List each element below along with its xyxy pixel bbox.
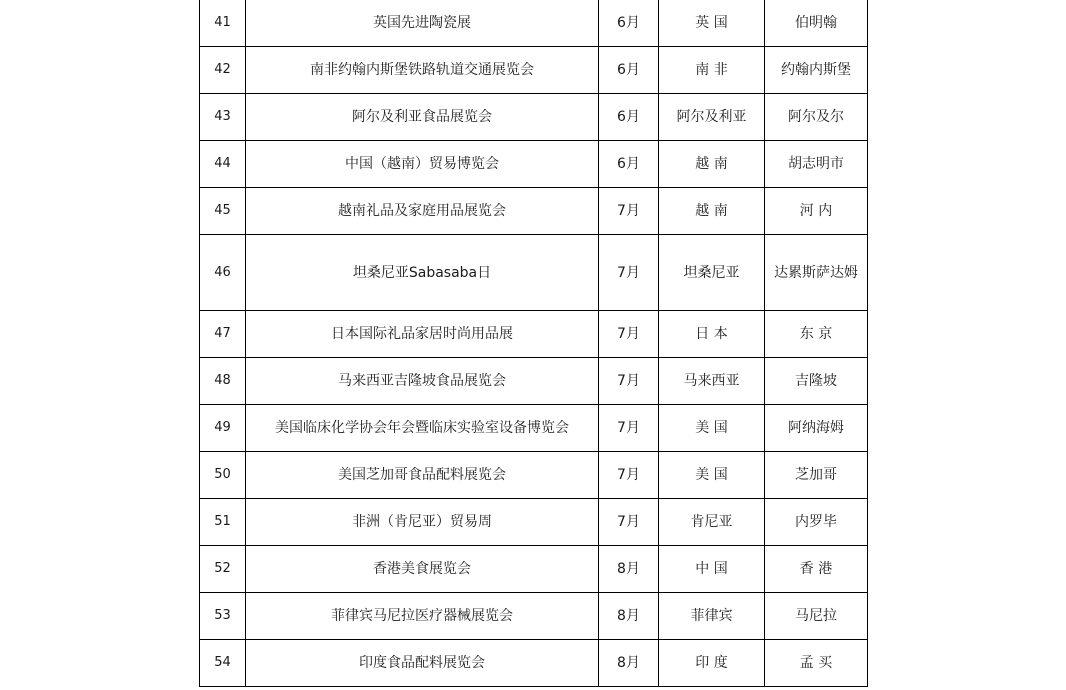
exhibition-month: 6月 [599,94,659,141]
exhibition-country: 阿尔及利亚 [659,94,765,141]
table-row [200,358,868,405]
exhibition-country: 越 南 [659,188,765,235]
exhibition-month: 6月 [599,141,659,188]
exhibition-name: 日本国际礼品家居时尚用品展 [246,311,599,358]
exhibition-name: 越南礼品及家庭用品展览会 [246,188,599,235]
exhibition-name: 美国芝加哥食品配料展览会 [246,452,599,499]
exhibition-month: 6月 [599,0,659,47]
exhibition-name: 香港美食展览会 [246,546,599,593]
exhibition-month: 7月 [599,235,659,311]
exhibition-city: 达累斯萨达姆 [765,235,868,311]
exhibition-country: 越 南 [659,141,765,188]
exhibition-city: 吉隆坡 [765,358,868,405]
exhibition-name: 美国临床化学协会年会暨临床实验室设备博览会 [246,405,599,452]
exhibition-name: 中国（越南）贸易博览会 [246,141,599,188]
exhibition-month: 8月 [599,640,659,687]
row-number: 52 [200,546,246,593]
exhibition-country: 美 国 [659,405,765,452]
exhibition-name: 印度食品配料展览会 [246,640,599,687]
exhibition-city: 阿尔及尔 [765,94,868,141]
exhibition-country: 中 国 [659,546,765,593]
exhibition-name: 菲律宾马尼拉医疗器械展览会 [246,593,599,640]
exhibition-month: 7月 [599,358,659,405]
row-number: 51 [200,499,246,546]
table-row [200,188,868,235]
table-row [200,141,868,188]
table-row [200,235,868,311]
exhibition-city: 约翰内斯堡 [765,47,868,94]
exhibition-city: 香 港 [765,546,868,593]
table-row [200,0,868,47]
exhibition-country: 日 本 [659,311,765,358]
exhibition-country: 肯尼亚 [659,499,765,546]
exhibition-schedule-table [199,0,868,687]
table-row [200,311,868,358]
table-row [200,405,868,452]
exhibition-name: 阿尔及利亚食品展览会 [246,94,599,141]
table-row [200,499,868,546]
exhibition-country: 印 度 [659,640,765,687]
exhibition-city: 内罗毕 [765,499,868,546]
exhibition-month: 8月 [599,546,659,593]
exhibition-month: 7月 [599,311,659,358]
exhibition-name: 坦桑尼亚Sabasaba日 [246,235,599,311]
exhibition-city: 阿纳海姆 [765,405,868,452]
row-number: 54 [200,640,246,687]
exhibition-month: 8月 [599,593,659,640]
table-row [200,546,868,593]
exhibition-country: 英 国 [659,0,765,47]
exhibition-month: 7月 [599,405,659,452]
exhibition-name: 马来西亚吉隆坡食品展览会 [246,358,599,405]
exhibition-city: 胡志明市 [765,141,868,188]
row-number: 49 [200,405,246,452]
row-number: 48 [200,358,246,405]
row-number: 46 [200,235,246,311]
row-number: 43 [200,94,246,141]
row-number: 42 [200,47,246,94]
exhibition-city: 东 京 [765,311,868,358]
exhibition-country: 美 国 [659,452,765,499]
row-number: 47 [200,311,246,358]
table-row [200,452,868,499]
exhibition-city: 伯明翰 [765,0,868,47]
row-number: 50 [200,452,246,499]
exhibition-city: 马尼拉 [765,593,868,640]
exhibition-month: 7月 [599,188,659,235]
exhibition-month: 6月 [599,47,659,94]
exhibition-city: 芝加哥 [765,452,868,499]
table-row [200,47,868,94]
exhibition-country: 坦桑尼亚 [659,235,765,311]
exhibition-country: 南 非 [659,47,765,94]
table-row [200,593,868,640]
exhibition-month: 7月 [599,452,659,499]
exhibition-month: 7月 [599,499,659,546]
exhibition-country: 马来西亚 [659,358,765,405]
table-row [200,94,868,141]
exhibition-name: 南非约翰内斯堡铁路轨道交通展览会 [246,47,599,94]
row-number: 44 [200,141,246,188]
exhibition-country: 菲律宾 [659,593,765,640]
table-row [200,640,868,687]
exhibition-name: 非洲（肯尼亚）贸易周 [246,499,599,546]
row-number: 41 [200,0,246,47]
exhibition-city: 河 内 [765,188,868,235]
exhibition-name: 英国先进陶瓷展 [246,0,599,47]
exhibition-city: 孟 买 [765,640,868,687]
row-number: 53 [200,593,246,640]
row-number: 45 [200,188,246,235]
